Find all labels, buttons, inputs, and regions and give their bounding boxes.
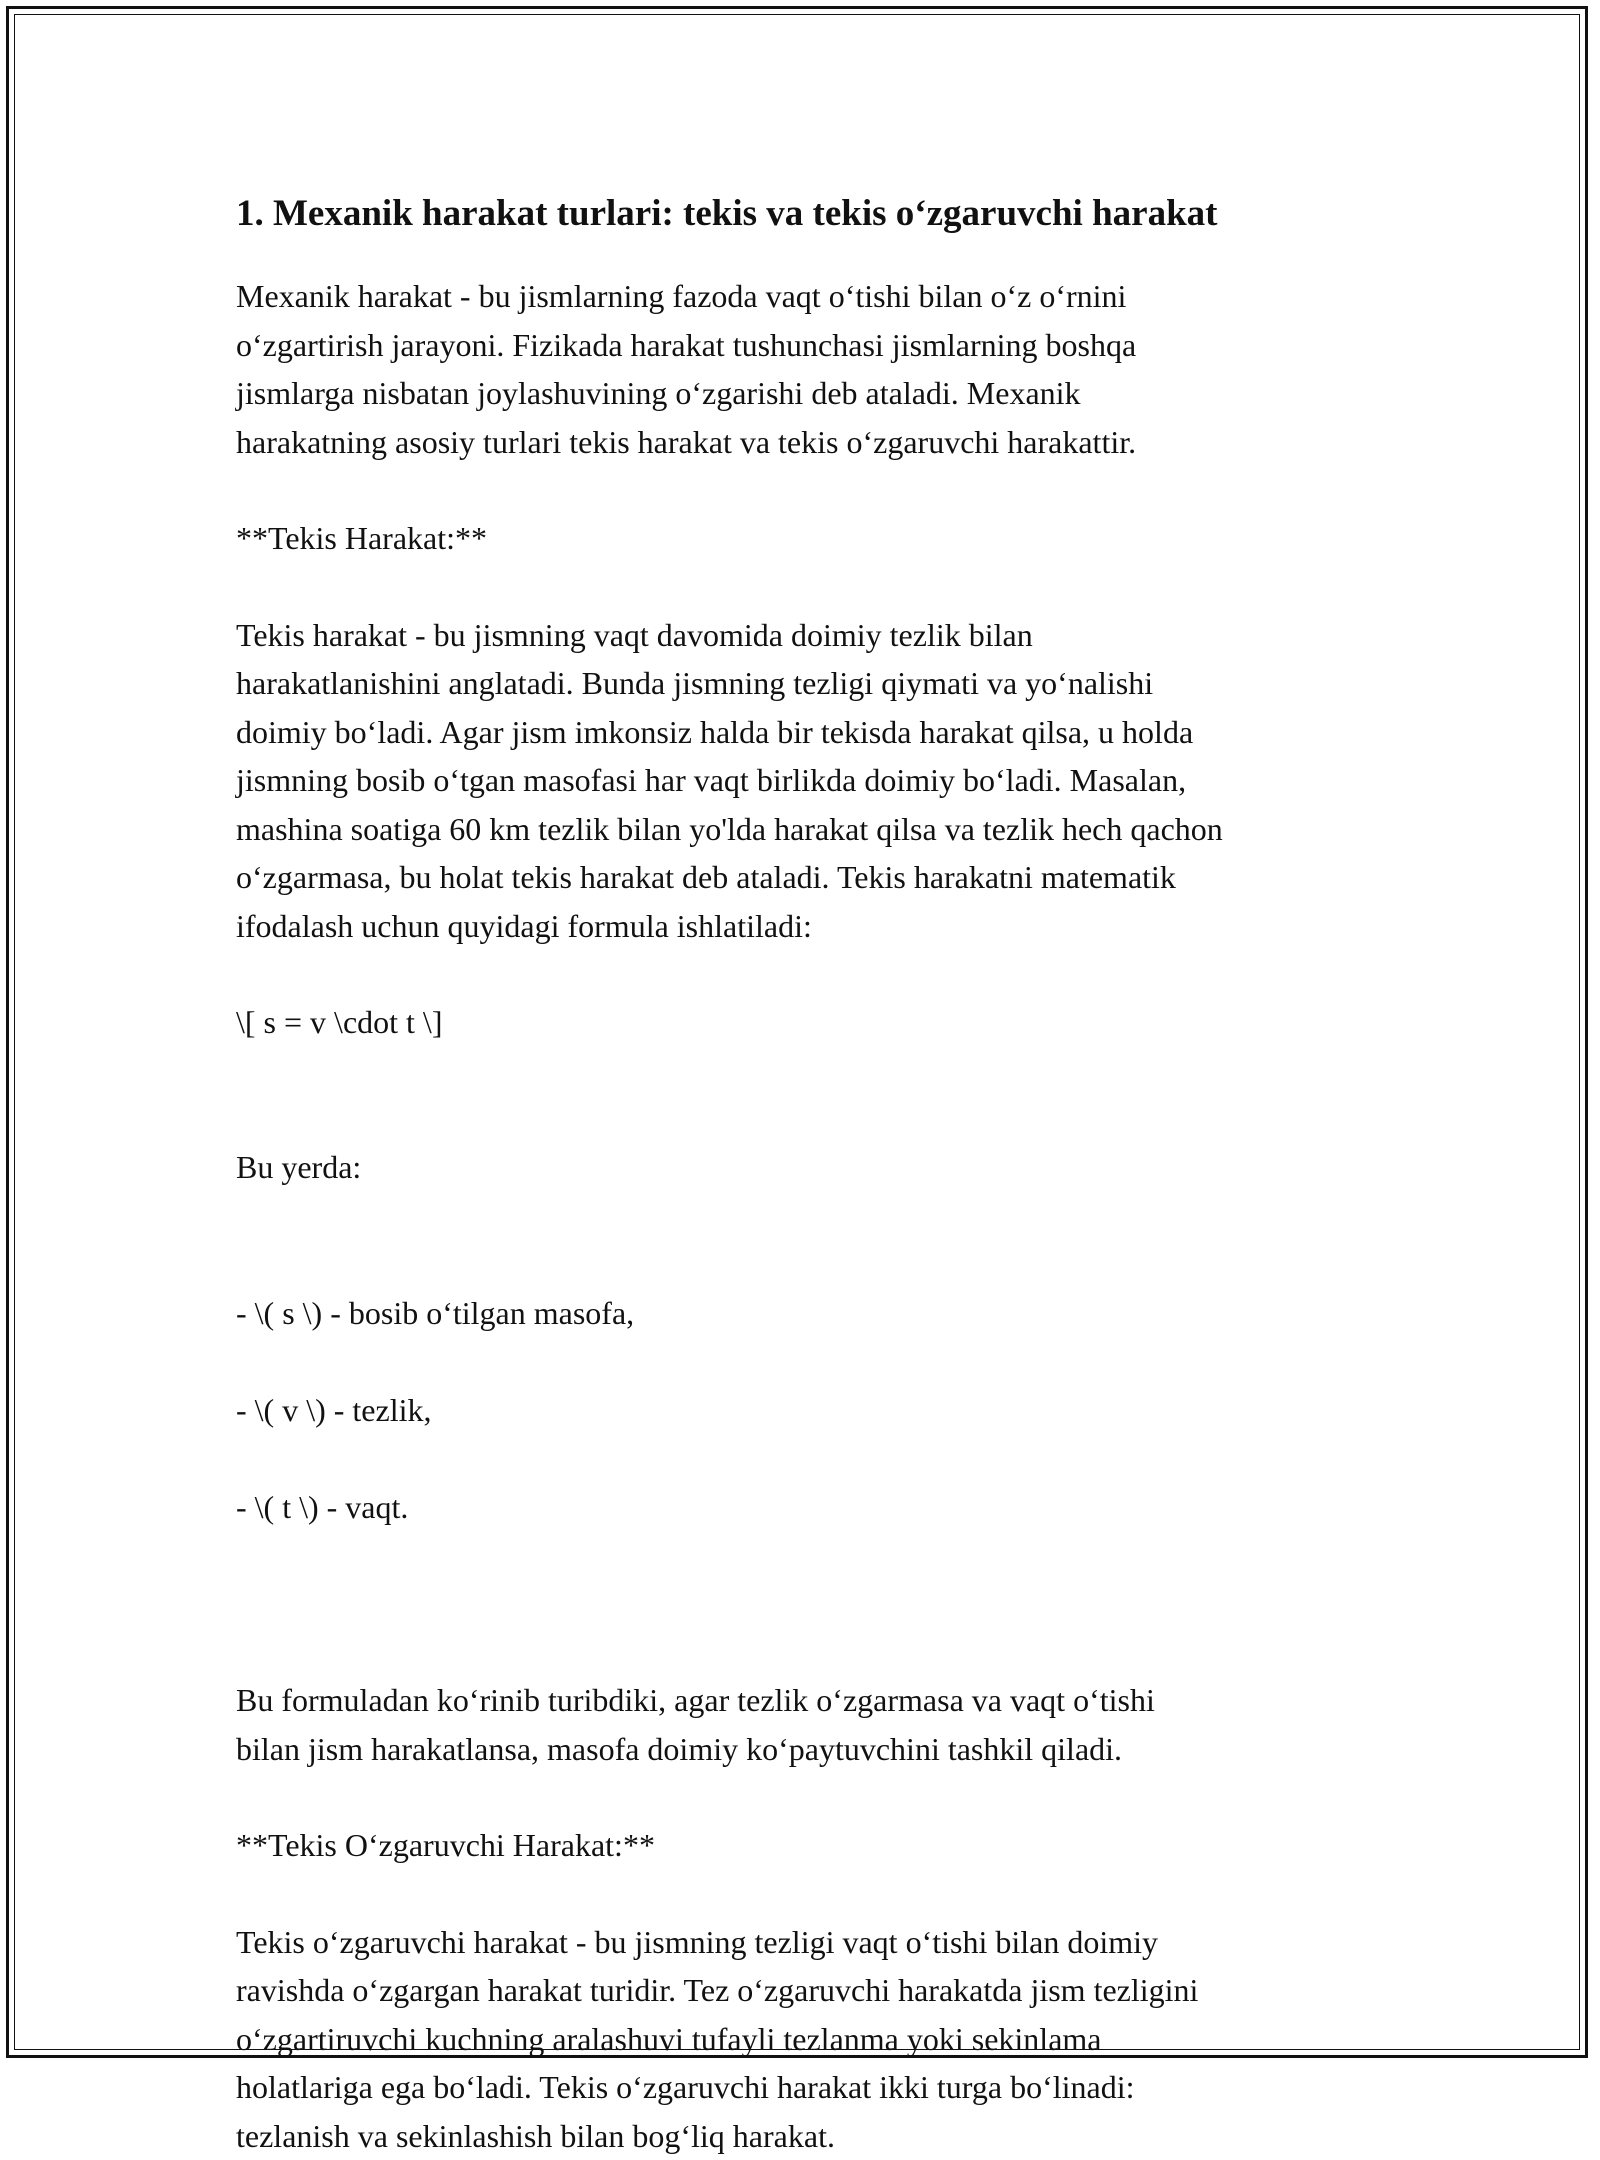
uniform-motion-formula: \[ s = v \cdot t \] [236, 998, 1386, 1047]
document-body [236, 186, 1386, 2160]
formula-legend-intro: Bu yerda: [236, 1143, 1386, 1192]
formula-term-velocity: - \( v \) - tezlik, [236, 1386, 1386, 1435]
formula-legend [236, 1095, 1386, 1629]
uniform-motion-conclusion: Bu formuladan ko‘rinib turibdiki, agar tezlik o‘zgarmasa va vaqt o‘tishi bilan jism harakatlansa, masofa doimiy ko‘paytuvchini tashkil qiladi. [236, 1676, 1386, 1773]
accelerated-motion-description: Tekis o‘zgaruvchi harakat - bu jismning tezligi vaqt o‘tishi bilan doimiy ravishda o‘zgargan harakat turidir. Tez o‘zgaruvchi harakatda jism tezligini o‘zgartiruvchi kuchning aralashuvi tufayli tezlanma yoki sekinlama holatlariga ega bo‘ladi. Tekis o‘zgaruvchi harakat ikki turga bo‘linadi: tezlanish va sekinlashish bilan bog‘liq harakat. [236, 1918, 1386, 2160]
section-heading: 1. Mexanik harakat turlari: tekis va tekis o‘zgaruvchi harakat [236, 186, 1386, 242]
intro-paragraph: Mexanik harakat - bu jismlarning fazoda vaqt o‘tishi bilan o‘z o‘rnini o‘zgartirish jarayoni. Fizikada harakat tushunchasi jismlarning boshqa jismlarga nisbatan joylashuvining o‘zgarishi deb ataladi. Mexanik harakatning asosiy turlari tekis harakat va tekis o‘zgaruvchi harakattir. [236, 272, 1386, 466]
formula-term-distance: - \( s \) - bosib o‘tilgan masofa, [236, 1289, 1386, 1338]
uniform-motion-title: **Tekis Harakat:** [236, 514, 1386, 563]
formula-terms-list [236, 1240, 1386, 1580]
formula-term-time: - \( t \) - vaqt. [236, 1483, 1386, 1532]
uniform-motion-description: Tekis harakat - bu jismning vaqt davomida doimiy tezlik bilan harakatlanishini anglatadi. Bunda jismning tezligi qiymati va yo‘nalishi doimiy bo‘ladi. Agar jism imkonsiz halda bir tekisda harakat qilsa, u holda jismning bosib o‘tgan masofasi har vaqt birlikda doimiy bo‘ladi. Masalan, mashina soatiga 60 km tezlik bilan yo'lda harakat qilsa va tezlik hech qachon o‘zgarmasa, bu holat tekis harakat deb ataladi. Tekis harakatni matematik ifodalash uchun quyidagi formula ishlatiladi: [236, 611, 1386, 951]
accelerated-motion-title: **Tekis O‘zgaruvchi Harakat:** [236, 1821, 1386, 1870]
